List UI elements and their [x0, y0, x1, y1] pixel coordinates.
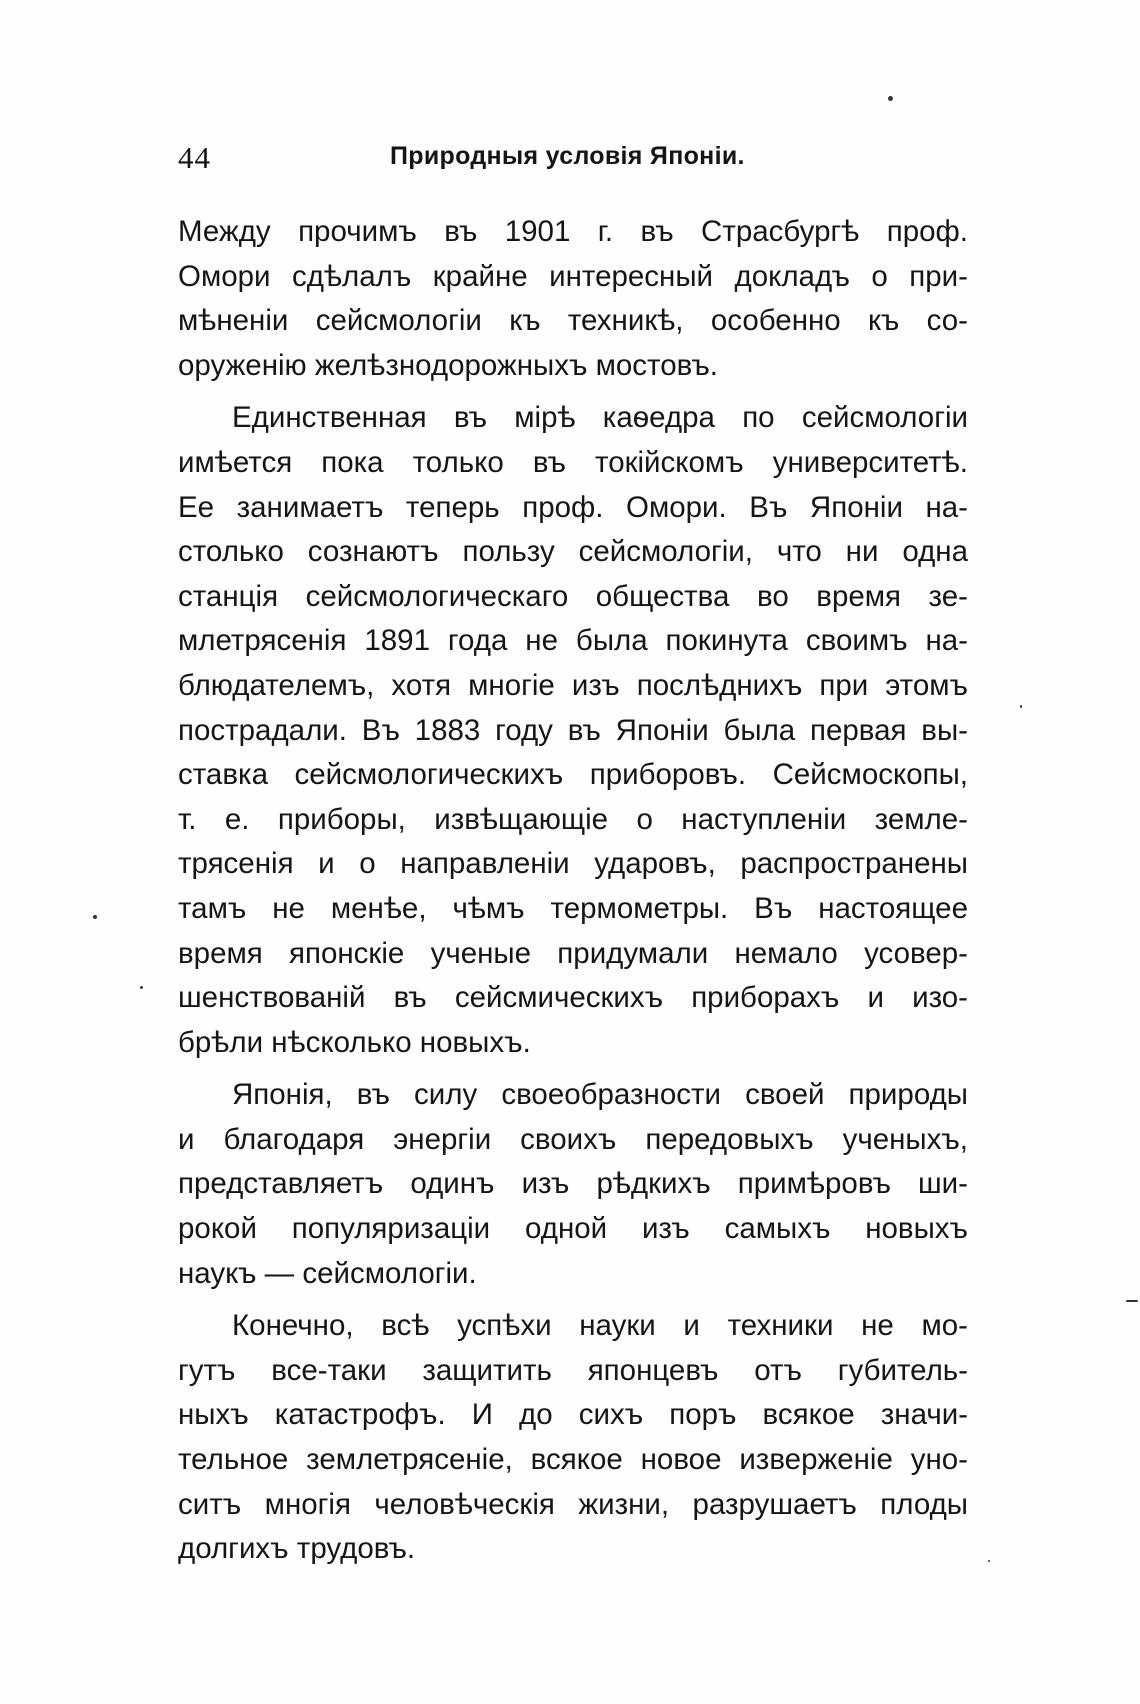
text-line: трясенія и о направленіи ударовъ, распространены: [178, 847, 968, 881]
text-line: наукъ — сейсмологіи.: [178, 1256, 477, 1290]
text-line: гутъ все-таки защитить японцевъ отъ губитель-: [178, 1353, 968, 1387]
scan-speck: [93, 915, 97, 919]
text-line: тельное землетрясеніе, всякое новое изверженіе уно-: [178, 1443, 968, 1477]
text-line: ныхъ катастрофъ. И до сихъ поръ всякое значи-: [178, 1398, 968, 1432]
text-line: ставка сейсмологическихъ приборовъ. Сейсмоскопы,: [178, 758, 968, 792]
scan-speck: [1126, 1300, 1138, 1302]
running-title: Природныя условія Японіи.: [390, 142, 745, 170]
text-line: имѣется пока только въ токійскомъ университетѣ.: [178, 445, 968, 479]
text-line: Конечно, всѣ успѣхи науки и техники не мо-: [232, 1309, 968, 1343]
scan-speck: [988, 1560, 990, 1562]
paragraph-3: [178, 1073, 968, 1296]
text-line: оруженію желѣзнодорожныхъ мостовъ.: [178, 348, 718, 382]
scan-speck: [1020, 705, 1022, 708]
text-line: тамъ не менѣе, чѣмъ термометры. Въ настоящее: [178, 891, 968, 925]
text-line: Японія, въ силу своеобразности своей природы: [232, 1078, 968, 1112]
text-line: станція сейсмологическаго общества во время зе-: [178, 579, 968, 613]
text-line: шенствованій въ сейсмическихъ приборахъ и изо-: [178, 981, 968, 1015]
text-line: время японскіе ученые придумали немало усовер-: [178, 936, 968, 970]
text-line: столько сознаютъ пользу сейсмологіи, что ни одна: [178, 535, 968, 569]
page-number: 44: [178, 140, 211, 175]
paragraph-4: [178, 1304, 968, 1572]
text-line: рокой популяризаціи одной изъ самыхъ новыхъ: [178, 1212, 968, 1246]
text-line: т. е. приборы, извѣщающіе о наступленіи земле-: [178, 802, 968, 836]
paragraph-1: [178, 210, 968, 388]
scan-speck: [888, 96, 893, 101]
body-text: [178, 210, 968, 1572]
text-line: блюдателемъ, хотя многіе изъ послѣднихъ при этомъ: [178, 668, 968, 702]
text-line: брѣли нѣсколько новыхъ.: [178, 1025, 531, 1059]
text-line: Ее занимаетъ теперь проф. Омори. Въ Японіи на-: [178, 490, 968, 524]
running-head: [178, 140, 968, 180]
text-line: долгихъ трудовъ.: [178, 1532, 416, 1566]
text-line: пострадали. Въ 1883 году въ Японіи была первая вы-: [178, 713, 968, 747]
text-line: мѣненіи сейсмологіи къ техникѣ, особенно къ со-: [178, 304, 968, 338]
text-line: ситъ многія человѣческія жизни, разрушаетъ плоды: [178, 1487, 968, 1521]
text-line: млетрясенія 1891 года не была покинута своимъ на-: [178, 624, 968, 658]
text-line: представляетъ одинъ изъ рѣдкихъ примѣровъ ши-: [178, 1167, 968, 1201]
paragraph-2: [178, 396, 968, 1065]
text-line: Единственная въ мірѣ каѳедра по сейсмологіи: [232, 401, 968, 435]
text-line: и благодаря энергіи своихъ передовыхъ ученыхъ,: [178, 1122, 968, 1156]
text-line: Омори сдѣлалъ крайне интересный докладъ о при-: [178, 259, 968, 293]
scan-speck: [140, 986, 143, 989]
text-line: Между прочимъ въ 1901 г. въ Страсбургѣ проф.: [178, 215, 968, 248]
